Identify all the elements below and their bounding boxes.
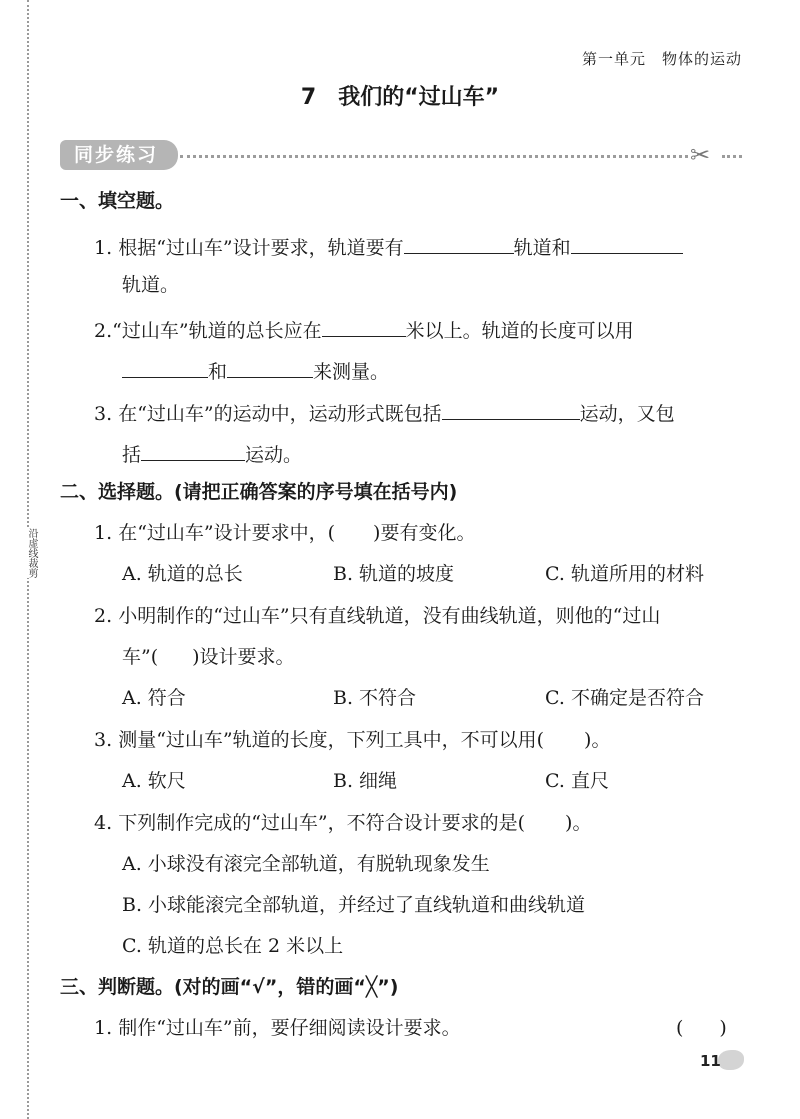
q-text: )。 [584,729,611,751]
option-c[interactable]: C. 轨道所用的材料 [545,563,704,585]
option-a[interactable]: A. 软尺 [122,770,186,792]
q-number: 1. [94,237,113,259]
q-text: “过山车”轨道的总长应在 [112,320,322,342]
judge-answer-paren[interactable] [676,1015,727,1041]
answer-blank[interactable] [122,355,208,378]
q-text: 轨道和 [513,237,571,259]
q-text: 小明制作的“过山车”只有直线轨道，没有曲线轨道，则他的“过山 [118,605,661,627]
q-text: 运动，又包 [579,403,675,425]
fill-q1-line1 [94,231,683,261]
unit-topic: 物体的运动 [661,50,742,68]
option-b[interactable]: B. 轨道的坡度 [333,563,455,585]
choice-q4 [94,810,591,836]
choice-q3 [94,727,610,753]
fill-in-heading: 一、填空题。 [60,190,175,212]
unit-header [566,48,742,69]
q-number: 3. [94,403,113,425]
answer-blank[interactable] [571,231,683,254]
judge-heading: 三、判断题。(对的画“√”，错的画“╳”) [60,976,399,998]
q-text: 测量“过山车”轨道的长度，下列工具中，不可以用( [118,729,545,751]
paren-right: ) [719,1017,727,1039]
q-number: 3. [94,729,113,751]
option-c[interactable]: C. 轨道的总长在 2 米以上 [122,935,344,957]
choice-q2-line1 [94,603,660,629]
fill-q1-line2: 轨道。 [122,274,180,296]
q-text: 制作“过山车”前，要仔细阅读设计要求。 [118,1017,461,1039]
page-number: 11 [700,1052,721,1070]
q-text: 米以上。轨道的长度可以用 [405,320,634,342]
option-b[interactable]: B. 不符合 [333,687,417,709]
scissors-icon: ✂ [690,141,711,169]
option-a[interactable]: A. 轨道的总长 [122,563,243,585]
option-c[interactable]: C. 直尺 [545,770,609,792]
q-text: 来测量。 [313,361,390,383]
q-text: 根据“过山车”设计要求，轨道要有 [118,237,404,259]
fill-q3-line2 [122,438,302,468]
q-text: 在“过山车”设计要求中，( [118,522,336,544]
answer-blank[interactable] [442,397,580,420]
option-a[interactable]: A. 符合 [122,687,186,709]
q-number: 1. [94,522,113,544]
q-text: 括 [122,444,142,466]
option-a[interactable]: A. 小球没有滚完全部轨道，有脱轨现象发生 [122,853,490,875]
paren-left: ( [676,1017,684,1039]
choice-heading: 二、选择题。(请把正确答案的序号填在括号内) [60,481,458,503]
answer-blank[interactable] [322,314,406,337]
option-c[interactable]: C. 不确定是否符合 [545,687,704,709]
lesson-name: 我们的“过山车” [338,85,500,110]
q-text: 下列制作完成的“过山车”，不符合设计要求的是( [118,812,526,834]
fill-q3-line1 [94,397,675,427]
q-text: )设计要求。 [192,646,295,668]
q-text: )。 [565,812,592,834]
choice-q2-line2 [122,644,295,670]
q-text: 车”( [122,646,159,668]
cut-label: 沿虚线裁剪 [17,528,37,578]
lesson-number: 7 [300,85,317,110]
dotted-divider-end [722,155,742,158]
q-text: 在“过山车”的运动中，运动形式既包括 [118,403,442,425]
option-b[interactable]: B. 细绳 [333,770,398,792]
fill-q2-line1 [94,314,634,344]
answer-blank[interactable] [404,231,514,254]
fill-q2-line2 [122,355,389,385]
option-b[interactable]: B. 小球能滚完全部轨道，并经过了直线轨道和曲线轨道 [122,894,586,916]
answer-blank[interactable] [141,438,245,461]
q-number: 4. [94,812,113,834]
answer-blank[interactable] [227,355,313,378]
q-number: 2. [94,605,113,627]
lesson-title [0,80,800,111]
unit-name: 第一单元 [581,50,646,68]
judge-q1 [94,1015,461,1041]
q-text: 和 [208,361,228,383]
q-text: )要有变化。 [373,522,476,544]
dotted-divider [180,155,688,158]
q-number: 1. [94,1017,113,1039]
q-text: 运动。 [245,444,303,466]
q-number: 2. [94,320,113,342]
section-tag: 同步练习 [60,140,178,170]
page-number-decoration [718,1050,744,1070]
choice-q1 [94,520,475,546]
